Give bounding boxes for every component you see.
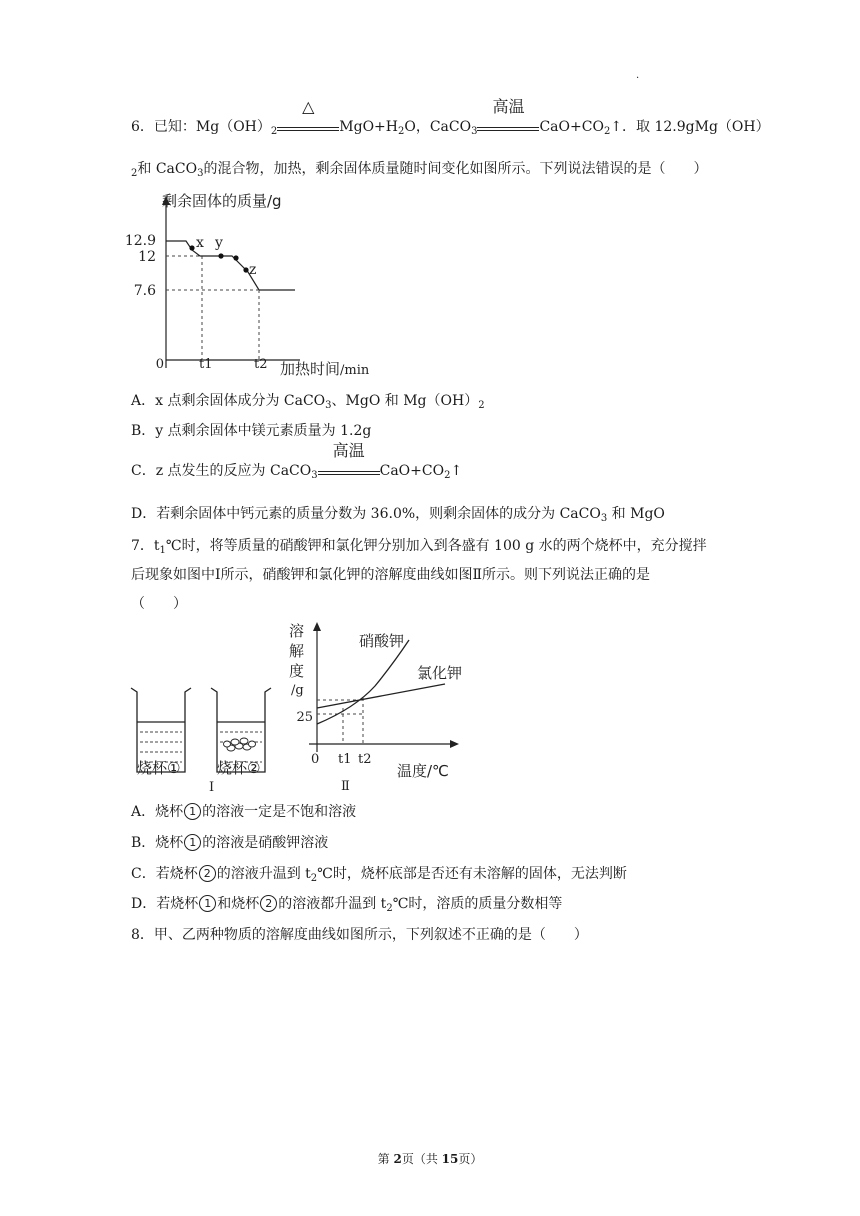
- beaker2-label: 烧杯②: [217, 759, 261, 777]
- q6-point-z: [243, 267, 248, 272]
- q6-point-x: [189, 245, 194, 250]
- q6-stem-line1: 6．已知：$Mg(OH)_2$ △ $MgO+H_2O$，CaCO$_3$ 高温 $CaO+CO_2↑$．取 12.9gMg（OH）: [131, 97, 770, 137]
- header-dot: .: [636, 70, 640, 81]
- figure-i-label: Ⅰ: [209, 780, 215, 795]
- q7-figure-beakers: [125, 680, 285, 796]
- figure-ii-label: Ⅱ: [341, 779, 350, 794]
- q7-origin: 0: [311, 752, 320, 767]
- q6-ytick-12.9: 12.9: [124, 233, 156, 249]
- q7-stem-line2: 后现象如图中Ⅰ所示，硝酸钾和氯化钾的溶解度曲线如图Ⅱ所示。则下列说法正确的是: [131, 567, 651, 583]
- q6-ylabel: 剩余固体的质量/g: [162, 192, 282, 210]
- reaction-condition: △: [277, 117, 339, 137]
- q6-option-b: B．y 点剩余固体中镁元素质量为 1.2g: [131, 423, 372, 439]
- q6-xtick-t1: t1: [199, 357, 213, 372]
- q6-xlabel: 加热时间/min: [280, 360, 370, 378]
- q7-ylabel-2: 解: [289, 642, 305, 660]
- q8-stem: 8．甲、乙两种物质的溶解度曲线如图所示，下列叙述不正确的是（ ）: [131, 927, 588, 943]
- q6-stem-line2: $_2$和 CaCO$_3$的混合物，加热，剩余固体质量随时间变化如图所示。下列说法错误的是（ ）: [131, 161, 708, 179]
- q7-xlabel: 温度/℃: [397, 762, 449, 780]
- q7-xtick-t1: t1: [338, 752, 352, 767]
- q7-curve1-label: 硝酸钾: [359, 632, 405, 650]
- q7-option-b: B．烧杯 1 的溶液是硝酸钾溶液: [131, 835, 329, 851]
- q6-point-y: [218, 253, 223, 258]
- q7-stem-line3: （ ）: [131, 596, 187, 612]
- q7-ytick-25: 25: [296, 710, 313, 725]
- q7-solubility-chart: [285, 618, 465, 798]
- page-footer: 第 2页（共 15页）: [377, 1152, 483, 1166]
- q6-origin: 0: [155, 357, 164, 372]
- q7-ylabel-3: 度: [289, 662, 305, 680]
- q6-option-a: A．x 点剩余固体成分为 CaCO$_3$、MgO 和 $Mg(OH)_2$: [131, 393, 485, 411]
- q7-stem-line1: 7．$t_1℃$时，将等质量的硝酸钾和氯化钾分别加入到各盛有 100 g 水的两个烧杯中，充分搅拌: [131, 538, 707, 556]
- q6-option-c: C．z 点发生的反应为 CaCO$_3$ 高温 $CaO+CO_2↑$: [131, 441, 463, 481]
- q6-ytick-7.6: 7.6: [133, 283, 156, 299]
- q6-mass-time-chart: [120, 188, 380, 383]
- undissolved-solid: [224, 738, 256, 751]
- q7-curve2-label: 氯化钾: [417, 664, 463, 682]
- q6-label-x: x: [196, 235, 204, 251]
- q7-ylabel-1: 溶: [289, 622, 305, 640]
- reaction-condition: 高温: [318, 461, 380, 481]
- q6-label-z: z: [249, 262, 257, 278]
- q6-point-y2: [233, 255, 238, 260]
- reaction-condition: 高温: [477, 117, 539, 137]
- q7-option-a: A．烧杯 1 的溶液一定是不饱和溶液: [131, 804, 357, 820]
- q6-label-y: y: [215, 235, 223, 251]
- kcl-curve: [317, 684, 445, 708]
- q7-xtick-t2: t2: [358, 752, 372, 767]
- q7-option-c: C．若烧杯 2 的溶液升温到 $t_2℃$时，烧杯底部是否还有未溶解的固体，无法判断: [131, 866, 627, 884]
- q7-ylabel-4: /g: [291, 683, 304, 698]
- beaker1-label: 烧杯①: [137, 759, 181, 777]
- q6-xtick-t2: t2: [254, 357, 268, 372]
- q7-option-d: D．若烧杯 1 和烧杯 2 的溶液都升温到 $t_2℃$时，溶质的质量分数相等: [131, 896, 563, 914]
- q6-ytick-12: 12: [138, 249, 156, 265]
- q6-option-d: D．若剩余固体中钙元素的质量分数为 36.0%，则剩余固体的成分为 CaCO$_3$ 和 MgO: [131, 506, 665, 524]
